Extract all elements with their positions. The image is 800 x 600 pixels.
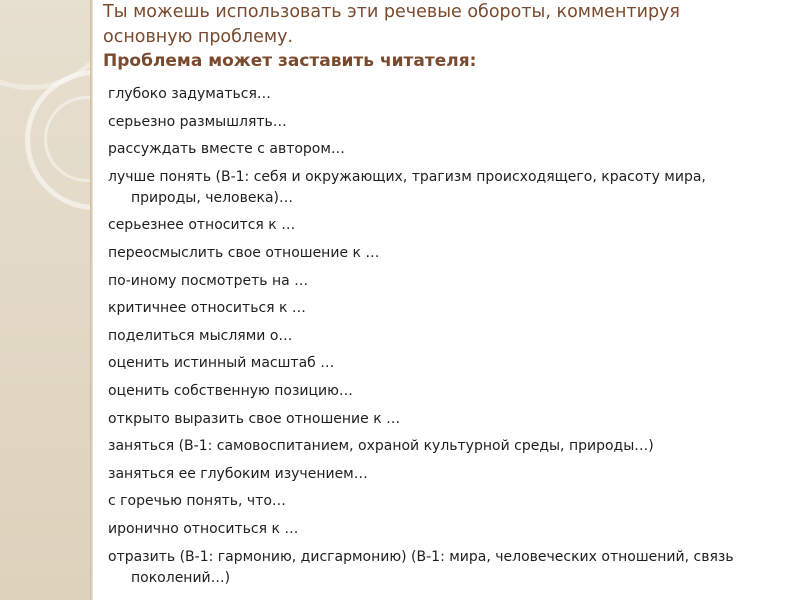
- list-item: рассуждать вместе с автором…: [108, 141, 345, 158]
- list-item: поделиться мыслями о…: [108, 327, 293, 344]
- list-item: заняться (В-1: самовоспитанием, охраной культурной среды, природы…): [108, 438, 654, 455]
- list-item: открыто выразить свое отношение к …: [108, 410, 401, 427]
- list-item: лучше понять (В-1: себя и окружающих, трагизм происходящего, красоту мира, природы, человека)…: [108, 168, 706, 206]
- list-item: серьезно размышлять…: [108, 113, 287, 130]
- list-item: по-иному посмотреть на …: [108, 272, 309, 289]
- list-item: отразить (В-1: гармонию, дисгармонию) (В-1: мира, человеческих отношений, связь поколений…): [108, 548, 734, 586]
- heading-subtitle: Проблема может заставить читателя:: [103, 51, 477, 71]
- panel-separator: [90, 0, 93, 600]
- slide-heading: [103, 0, 763, 73]
- decorative-side-panel: [0, 0, 90, 600]
- list-item: критичнее относиться к …: [108, 300, 306, 317]
- list-item: заняться ее глубоким изучением…: [108, 465, 368, 482]
- list-item: глубоко задуматься…: [108, 86, 271, 102]
- list-item: оценить истинный масштаб …: [108, 355, 335, 372]
- list-item: серьезнее относится к …: [108, 217, 296, 234]
- list-item: иронично относиться к …: [108, 520, 299, 537]
- heading-line-1: Ты можешь использовать эти речевые обороты, комментируя: [103, 2, 680, 22]
- list-item: с горечью понять, что…: [108, 493, 286, 510]
- phrase-list: [108, 84, 780, 595]
- list-item: оценить собственную позицию…: [108, 382, 353, 399]
- heading-line-2: основную проблему.: [103, 27, 294, 47]
- list-item: переосмыслить свое отношение к …: [108, 244, 380, 261]
